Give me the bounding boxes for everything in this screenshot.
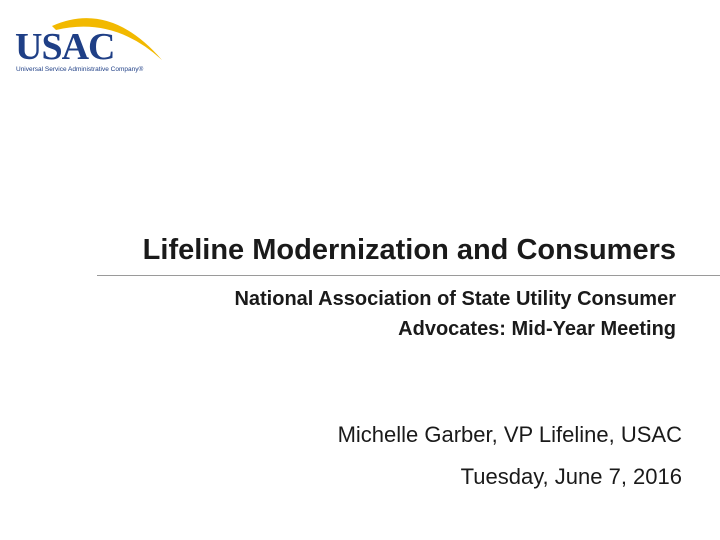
presenter-name: Michelle Garber, VP Lifeline, USAC: [337, 422, 682, 447]
slide-subtitle: [76, 284, 676, 344]
usac-logo: [10, 8, 170, 78]
subtitle-line-1: National Association of State Utility Consumer: [234, 288, 676, 310]
subtitle-line-2: Advocates: Mid-Year Meeting: [398, 318, 676, 340]
presentation-date: Tuesday, June 7, 2016: [460, 464, 682, 489]
title-divider: [97, 275, 720, 276]
slide-title: Lifeline Modernization and Consumers: [142, 234, 676, 266]
logo-wordmark: USAC: [15, 26, 115, 68]
logo-tagline: Universal Service Administrative Company®: [16, 66, 144, 73]
